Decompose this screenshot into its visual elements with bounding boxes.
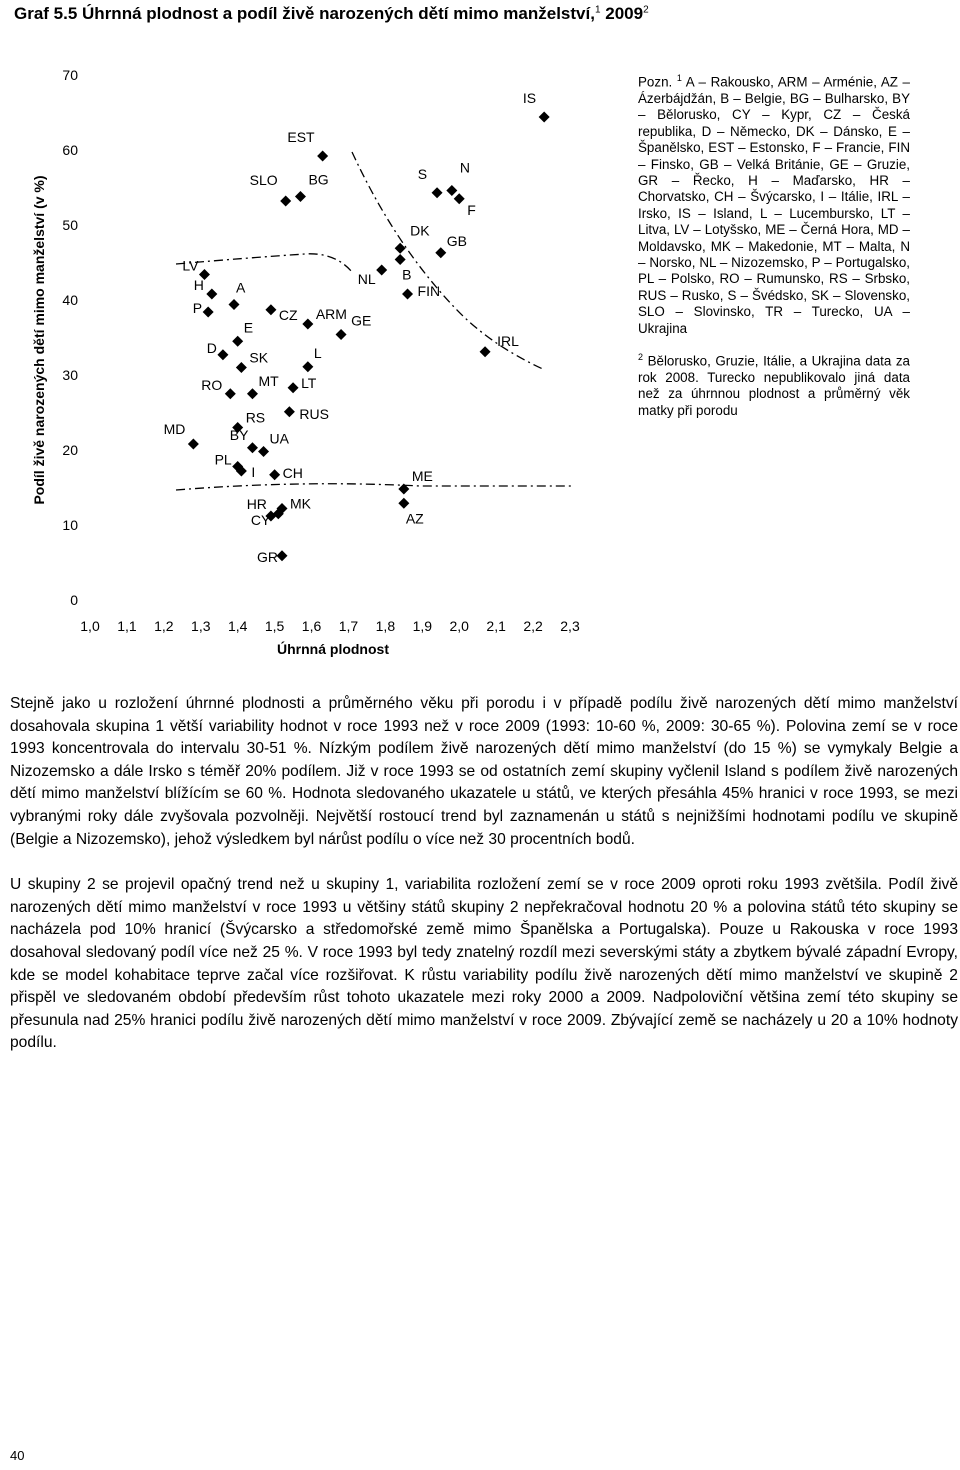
y-tick-label: 50: [62, 217, 78, 233]
point-label: MT: [258, 372, 279, 389]
point-e: [232, 336, 243, 347]
point-a: [229, 299, 240, 310]
group-2-lower-line: [176, 484, 572, 490]
x-tick-label: 2,3: [560, 618, 580, 634]
point-label: SK: [249, 349, 269, 366]
point-az: [398, 498, 409, 509]
point-gr: [277, 550, 288, 561]
point-f: [454, 193, 465, 204]
point-label: IS: [522, 90, 537, 106]
point-n: [446, 185, 457, 196]
point-gb: [435, 247, 446, 258]
point-label: GR: [257, 548, 278, 565]
point-label: IRL: [497, 332, 519, 349]
x-tick-label: 2,1: [486, 618, 506, 634]
page-number: 40: [10, 1448, 25, 1463]
point-label: MD: [163, 421, 186, 437]
point-s: [432, 187, 443, 198]
point-d: [217, 349, 228, 360]
point-label: SLO: [249, 172, 278, 188]
point-label: ARM: [315, 306, 347, 322]
point-label: LV: [182, 257, 199, 274]
y-tick-label: 70: [62, 67, 78, 83]
point-label: RO: [201, 376, 223, 393]
x-tick-label: 1,8: [375, 618, 396, 634]
point-label: BY: [229, 426, 249, 443]
point-dk: [395, 243, 406, 254]
scatter-chart: [0, 40, 630, 665]
point-label: DK: [410, 222, 430, 239]
x-tick-label: 1,6: [301, 618, 322, 634]
point-label: AZ: [405, 510, 424, 527]
y-tick-label: 10: [62, 517, 78, 533]
x-tick-label: 1,5: [264, 618, 285, 634]
chart-notes: [638, 70, 910, 431]
point-label: CY: [250, 511, 271, 528]
point-label: FIN: [417, 283, 441, 299]
point-slo: [280, 196, 291, 207]
point-is: [539, 112, 550, 123]
y-tick-label: 60: [62, 142, 78, 158]
point-label: UA: [269, 430, 289, 447]
point-fin: [402, 289, 413, 300]
x-tick-label: 1,3: [191, 618, 211, 634]
point-mt: [247, 388, 258, 399]
point-label: P: [192, 300, 203, 316]
x-tick-label: 2,2: [523, 618, 543, 634]
point-label: I: [251, 464, 256, 480]
point-label: E: [243, 319, 254, 336]
note-2: $^2$ Bělorusko, Gruzie, Itálie, a Ukrajina data za rok 2008. Turecko nepublikovalo jiná data než za úhrnnou plodnost a průměrný věk matky při porodu: [638, 351, 910, 418]
y-tick-label: 40: [62, 292, 78, 308]
point-label: CZ: [278, 306, 298, 323]
point-label: D: [206, 339, 217, 356]
x-tick-label: 1,2: [154, 618, 174, 634]
point-ro: [225, 388, 236, 399]
y-tick-label: 20: [62, 442, 78, 458]
point-est: [317, 151, 328, 162]
point-label: ME: [411, 468, 433, 484]
point-rus: [284, 406, 295, 417]
point-label: RS: [245, 409, 266, 426]
point-label: H: [193, 277, 204, 293]
point-cz: [265, 304, 276, 315]
x-tick-label: 1,9: [412, 618, 433, 634]
point-label: RUS: [299, 405, 329, 422]
x-tick-label: 1,4: [227, 618, 248, 634]
x-tick-label: 1,7: [338, 618, 359, 634]
group-1-upper-line: [176, 254, 352, 272]
point-label: CH: [282, 464, 303, 481]
figure-title: Graf 5.5 Úhrnná plodnost a podíl živě narozených dětí mimo manželství,$^1$ 2009$^2$: [14, 4, 649, 23]
point-label: LT: [301, 374, 317, 391]
point-label: GE: [351, 312, 372, 329]
point-label: B: [402, 266, 412, 283]
point-label: N: [459, 159, 470, 176]
point-ge: [336, 329, 347, 340]
y-tick-label: 0: [70, 592, 78, 608]
point-label: BG: [308, 171, 329, 188]
point-label: L: [313, 344, 322, 361]
point-ua: [258, 446, 269, 457]
point-irl: [480, 346, 491, 357]
point-p: [203, 307, 214, 318]
x-tick-labels: [80, 618, 580, 634]
x-axis-title-group: [277, 640, 389, 657]
point-bg: [295, 191, 306, 202]
point-md: [188, 439, 199, 450]
point-sk: [236, 362, 247, 373]
point-arm: [302, 319, 313, 330]
point-label: NL: [357, 271, 376, 287]
point-by: [247, 442, 258, 453]
x-tick-label: 2,0: [449, 618, 469, 634]
paragraph-1: Stejně jako u rozložení úhrnné plodnosti a průměrného věku při porodu i v případě podílu živě narozených dětí mimo manželství dosahovala skupina 1 větší variability hodnot v roce 1993 než v roce 2009 (1993: 10-60 %, 2009: 30-65 %). Polovina zemí se v roce 1993 koncentrovala do intervalu 30-51 %. Nízkým podílem živě narozených dětí mimo manželství (do 15 %) se vymykaly Belgie a Nizozemsko a dále Irsko s téměř 20% podílem. Již v roce 1993 se od ostatních zemí skupiny vyčlenil Island s podílem živě narozených dětí mimo manželství blížícím se 60 %. Hodnota sledovaného ukazatele u států, ve kterých přesáhla 45% hranici v roce 1993, se mezi vybranými roky dále zvyšovala pozvolněji. Největší rostoucí trend byl zaznamenán u států s nejnižšími hodnotami podílu ve skupině (Belgie a Nizozemsko), jehož výsledkem byl nárůst podílu o více než 30 procentních bodů.: [10, 695, 958, 848]
point-ch: [269, 469, 280, 480]
point-lt: [288, 382, 299, 393]
paragraph-2: U skupiny 2 se projevil opačný trend než u skupiny 1, variabilita rozložení zemí se v roce 2009 oproti roku 1993 zvětšila. Podíl živě narozených dětí mimo manželství v roce 1993 u většiny států skupiny 2 nepřekračoval hodnotu 20 % a polovina států této skupiny se nacházela pod 10% hranicí (Švýcarsko a středomořské země mimo Španělska a Portugalska). Pouze u Rakouska v roce 1993 dosahoval sledovaný podíl více než 25 %. V roce 1993 byl tedy znatelný rozdíl mezi severskými státy a zbytkem bývalé západní Evropy, kde se model kohabitace teprve začal více rozšiřovat. K růstu variability podílu živě narozených dětí mimo manželství ve skupině 2 přispěl ve sledovaném období především růst tohoto ukazatele mezi roky 2000 a 2009. Nadpoloviční většina zemí této skupiny se přesunula nad 25% hranici podílu živě narozených dětí mimo manželství v roce 2009. Zbývající země se nacházely u 20 a 10% hodnoty podílu.: [10, 876, 958, 1052]
point-label: S: [417, 165, 428, 182]
y-axis-title: Podíl živě narozených dětí mimo manželství (v %): [31, 175, 47, 505]
point-label: PL: [214, 451, 232, 468]
body-text: [10, 693, 958, 1078]
data-points: [164, 90, 550, 565]
point-h: [206, 289, 217, 300]
point-nl: [376, 265, 387, 276]
note-1: Pozn. $^1$ A – Rakousko, ARM – Arménie, AZ – Ázerbájdžán, B – Belgie, BG – Bulharsko, BY – Bělorusko, CY – Kypr, CZ – Česká republika, D – Německo, DK – Dánsko, E – Španělsko, EST – Estonsko, F – Francie, FIN – Finsko, GB – Velká Británie, GE – Gruzie, GR – Řecko, H – Maďarsko, HR – Chorvatsko, CH – Švýcarsko, I – Itálie, IRL – Irsko, IS – Island, L – Lucembursko, LT – Litva, LV – Lotyšsko, ME – Černá Hora, MD – Moldavsko, MK – Makedonie, MT – Malta, N – Norsko, NL – Nizozemsko, P – Portugalsko, PL – Polsko, RO – Rumunsko, RS – Srbsko, RUS – Rusko, S – Švédsko, SK – Slovensko, SLO – Slovinsko, TR – Turecko, UA – Ukrajina: [638, 73, 910, 336]
point-label: A: [236, 279, 246, 296]
x-tick-label: 1,0: [80, 618, 100, 634]
y-axis-title-group: [31, 175, 47, 504]
y-tick-label: 30: [62, 367, 78, 383]
x-tick-label: 1,1: [117, 618, 137, 634]
point-label: F: [467, 201, 476, 218]
point-l: [302, 361, 313, 372]
y-tick-labels: [62, 67, 78, 608]
point-b: [395, 254, 406, 265]
point-label: HR: [246, 496, 267, 512]
point-label: EST: [287, 129, 315, 145]
point-label: GB: [446, 232, 468, 249]
point-label: MK: [290, 495, 311, 512]
x-axis-title: Úhrnná plodnost: [277, 641, 389, 657]
